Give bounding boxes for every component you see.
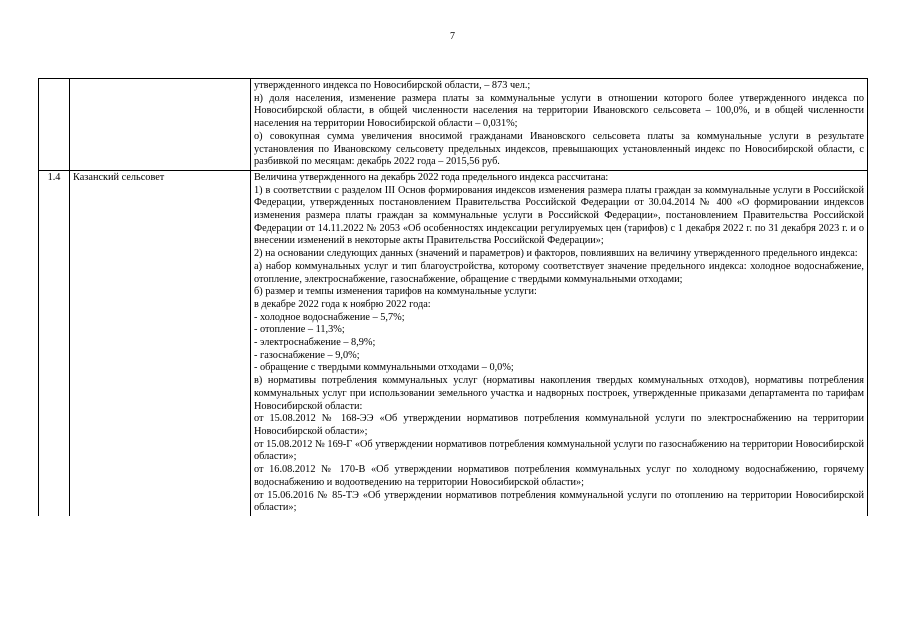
table-row [39, 170, 868, 515]
page-number: 7 [450, 31, 455, 42]
paragraph: от 15.06.2016 № 85-ТЭ «Об утверждении нормативов потребления коммунальной услуги по отоплению на территории Новосибирской области»; [254, 489, 864, 514]
paragraph: - газоснабжение – 9,0%; [254, 349, 360, 361]
paragraph: в декабре 2022 года к ноябрю 2022 года: [254, 298, 431, 310]
paragraph: утвержденного индекса по Новосибирской области, – 873 чел.; [254, 80, 531, 91]
document-table [38, 78, 868, 516]
row-number-cell: 1.4 [39, 170, 70, 515]
paragraph: 2) на основании следующих данных (значений и параметров) и факторов, повлиявших на величину утвержденного предельного индекса: [254, 248, 858, 260]
description-cell [251, 170, 868, 515]
paragraph: от 16.08.2012 № 170-В «Об утверждении нормативов потребления коммунальных услуг по холодному водоснабжению, горячему водоснабжению и водоотведению на территории Новосибирской области»; [254, 464, 864, 488]
paragraph: - электроснабжение – 8,9%; [254, 337, 376, 349]
description-cell [251, 79, 868, 171]
paragraph: в) нормативы потребления коммунальных услуг (нормативы накопления твердых коммунальных отходов), нормативы потребления коммунальных услуг при использовании земельного участка и надворных построек, утвержденные приказами департамента по тарифам Новосибирской области: [254, 375, 864, 412]
paragraph: 1) в соответствии с разделом III Основ формирования индексов изменения размера платы граждан за коммунальные услуги в Российской Федерации, утвержденных постановлением Правительства Российской Федерации от 30.04.2014 № 400 «О формировании индексов изменения размера платы граждан за коммунальные услуги в Российской Федерации», постановлением Правительства Российской Федерации от 14.11.2022 № 2053 «Об особенностях индексации регулируемых цен (тарифов) с 1 декабря 2022 г. по 31 декабря 2023 г. и о внесении изменений в некоторые акты Правительства Российской Федерации»; [254, 184, 864, 247]
paragraph: - отопление – 11,3%; [254, 324, 345, 336]
paragraph: от 15.08.2012 № 168-ЭЭ «Об утверждении нормативов потребления коммунальной услуги по электроснабжению на территории Новосибирской области»; [254, 413, 864, 437]
paragraph: - холодное водоснабжение – 5,7%; [254, 311, 405, 323]
paragraph: а) набор коммунальных услуг и тип благоустройства, которому соответствует значение предельного индекса: холодное водоснабжение, отопление, электроснабжение, газоснабжение, обращение с твердыми коммунальными отходами; [254, 260, 864, 285]
paragraph: - обращение с твердыми коммунальными отходами – 0,0%; [254, 362, 514, 374]
row-number-cell [39, 79, 70, 171]
table-row [39, 79, 868, 171]
paragraph: б) размер и темпы изменения тарифов на коммунальные услуги: [254, 286, 537, 298]
paragraph: о) совокупная сумма увеличения вносимой гражданами Ивановского сельсовета платы за коммунальные услуги в результате установления по Ивановскому сельсовету предельных индексов, превышающих установленный индекс по Новосибирской области, с разбивкой по месяцам: декабрь 2022 года – 2015,56 руб. [254, 130, 864, 168]
municipality-name-cell: Казанский сельсовет [70, 170, 251, 515]
paragraph: от 15.08.2012 № 169-Г «Об утверждении нормативов потребления коммунальной услуги по газоснабжению на территории Новосибирской области»; [254, 438, 864, 463]
paragraph: н) доля населения, изменение размера платы за коммунальные услуги в отношении которого более утвержденного индекса по Новосибирской области, в общей численности населения на территории Ивановского сельсовета – 100,0%, и в общей численности населения на территории Новосибирской области – 0,031%; [254, 92, 864, 130]
paragraph: Величина утвержденного на декабрь 2022 года предельного индекса рассчитана: [254, 171, 609, 183]
municipality-name-cell [70, 79, 251, 171]
